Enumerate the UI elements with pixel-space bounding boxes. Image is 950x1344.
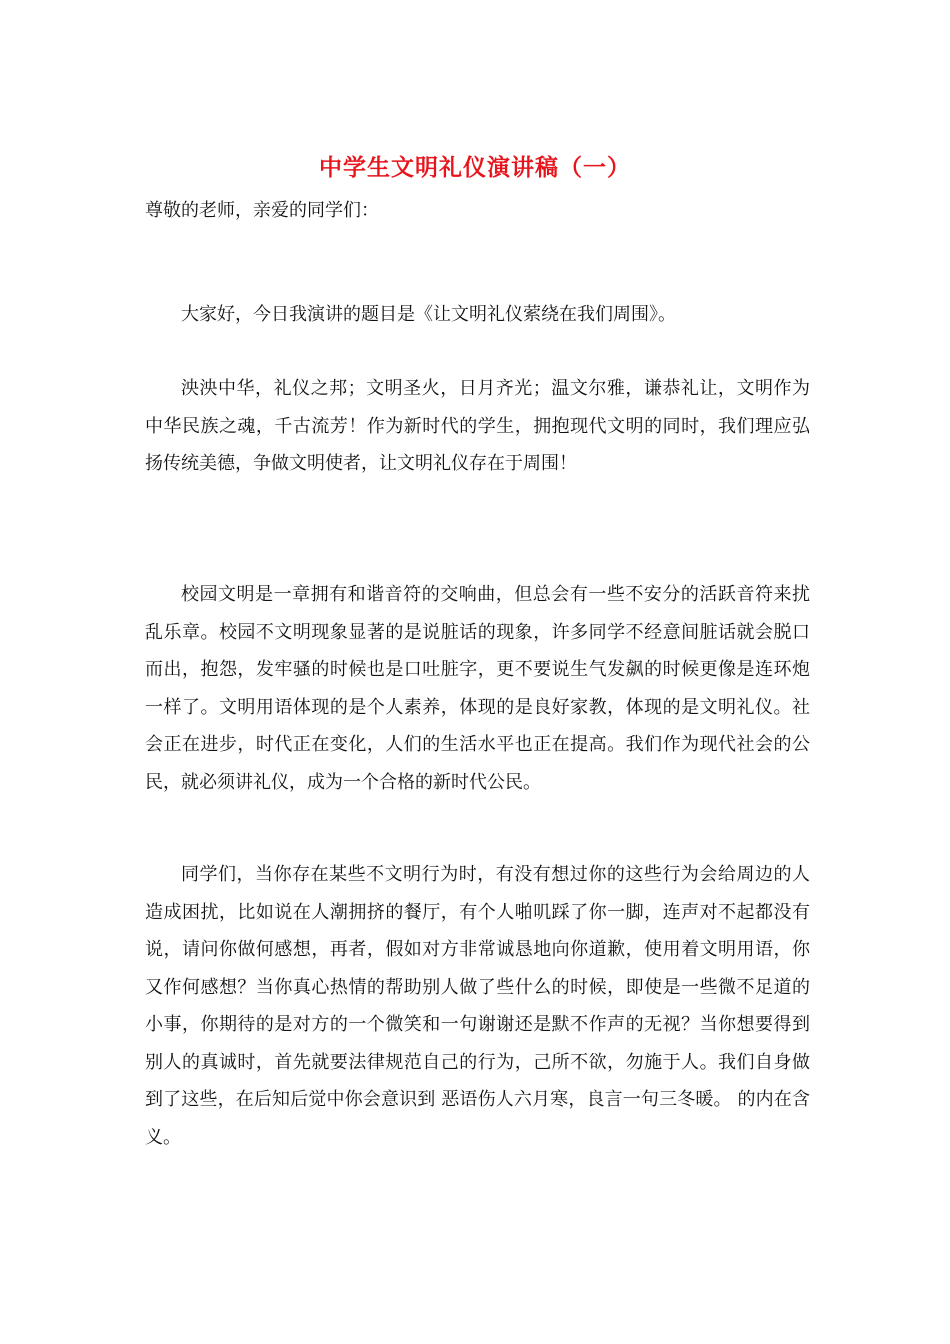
paragraph-civilization: 泱泱中华，礼仪之邦；文明圣火，日月齐光；温文尔雅，谦恭礼让，文明作为中华民族之魂，千古流芳！作为新时代的学生，拥抱现代文明的同时，我们理应弘扬传统美德，争做文明使者，让文明礼仪存在于周围！ [145,378,810,474]
document-title: 中学生文明礼仪演讲稿（一） [319,154,631,181]
paragraph-campus: 校园文明是一章拥有和谐音符的交响曲，但总会有一些不安分的活跃音符来扰乱乐章。校园不文明现象显著的是说脏话的现象，许多同学不经意间脏话就会脱口而出，抱怨，发牢骚的时候也是口吐脏字，更不要说生气发飙的时候更像是连环炮一样了。文明用语体现的是个人素养，体现的是良好家教，体现的是文明礼仪。社会正在进步，时代正在变化，人们的生活水平也正在提高。我们作为现代社会的公民，就必须讲礼仪，成为一个合格的新时代公民。 [145,584,810,793]
paragraph-classmates: 同学们，当你存在某些不文明行为时，有没有想过你的这些行为会给周边的人造成困扰，比如说在人潮拥挤的餐厅，有个人啪叽踩了你一脚，连声对不起都没有说，请问你做何感想，再者，假如对方非常诚恳地向你道歉，使用着文明用语，你又作何感想？当你真心热情的帮助别人做了些什么的时候，即使是一些微不足道的小事，你期待的是对方的一个微笑和一句谢谢还是默不作声的无视？当你想要得到别人的真诚时，首先就要法律规范自己的行为，己所不欲，勿施于人。我们自身做到了这些，在后知后觉中你会意识到 恶语伤人六月寒，良言一句三冬暖。 的内在含义。 [145,864,810,1148]
salutation: 尊敬的老师，亲爱的同学们： [145,200,379,221]
paragraph-greeting: 大家好，今日我演讲的题目是《让文明礼仪萦绕在我们周围》。 [181,304,676,325]
